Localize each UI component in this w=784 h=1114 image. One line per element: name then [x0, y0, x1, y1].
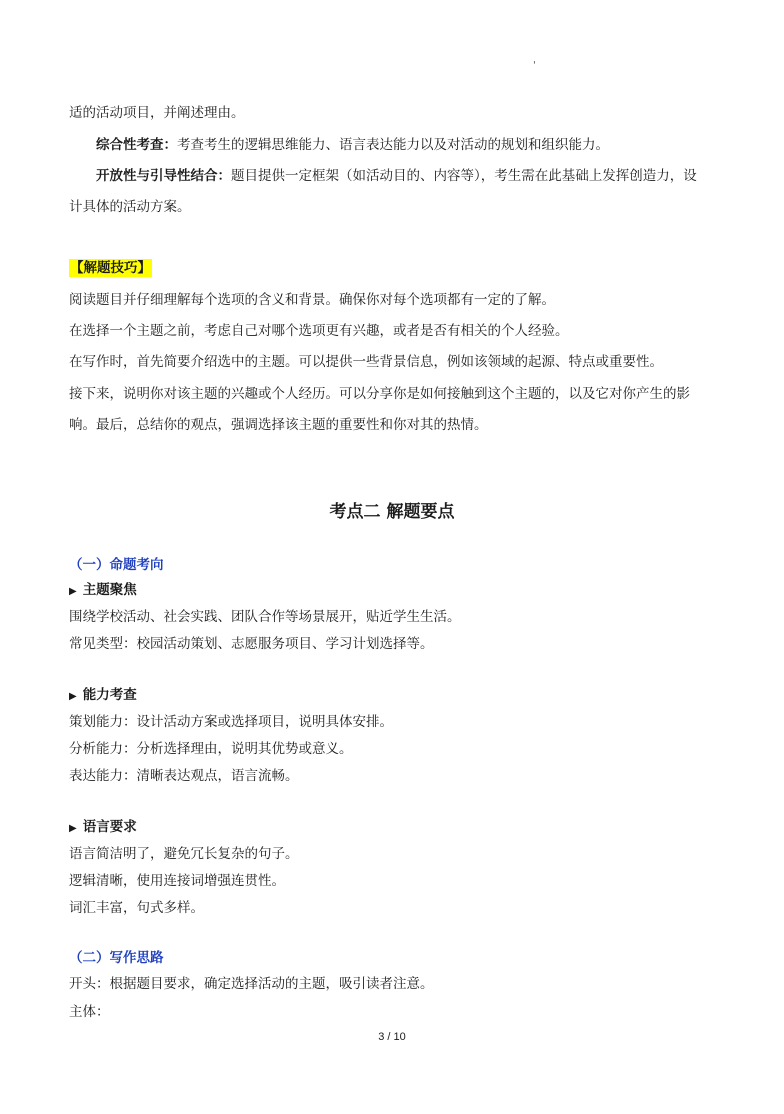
- ability-title: 能力考查: [82, 687, 137, 703]
- comprehensive-text: 考查考生的逻辑思维能力、语言表达能力以及对活动的规划和组织能力。: [177, 137, 609, 153]
- openness-label: 开放性与引导性结合：: [96, 168, 231, 184]
- triangle-bullet-icon: ▶: [69, 691, 77, 702]
- comprehensive-label: 综合性考查：: [96, 137, 177, 153]
- theme-line: 常见类型：校园活动策划、志愿服务项目、学习计划选择等。: [69, 636, 434, 652]
- comprehensive-paragraph: [96, 133, 609, 153]
- part2-title: （二）写作思路: [69, 950, 164, 966]
- language-heading: [69, 815, 137, 835]
- theme-line: 围绕学校活动、社会实践、团队合作等场景展开，贴近学生生活。: [69, 609, 461, 625]
- tips-label: 【解题技巧】: [70, 260, 151, 276]
- tips-label-wrap: [69, 256, 152, 276]
- tips-line: 在选择一个主题之前，考虑自己对哪个选项更有兴趣，或者是否有相关的个人经验。: [69, 323, 569, 339]
- ability-line: 分析能力：分析选择理由，说明其优势或意义。: [69, 741, 353, 757]
- page-number: 3 / 10: [378, 1031, 406, 1043]
- openness-text: 题目提供一定框架（如活动目的、内容等），考生需在此基础上发挥创造力，设: [231, 168, 697, 184]
- language-line: 逻辑清晰，使用连接词增强连贯性。: [69, 873, 285, 889]
- section-title: 考点二 解题要点: [329, 502, 455, 522]
- part1-title: （一）命题考向: [69, 557, 164, 573]
- part2-line: 开头：根据题目要求，确定选择活动的主题，吸引读者注意。: [69, 976, 434, 992]
- language-line: 词汇丰富，句式多样。: [69, 900, 204, 916]
- theme-title: 主题聚焦: [82, 582, 137, 598]
- openness-paragraph: [96, 164, 697, 184]
- tips-line: 阅读题目并仔细理解每个选项的含义和背景。确保你对每个选项都有一定的了解。: [69, 292, 555, 308]
- openness-continued: 计具体的活动方案。: [69, 199, 191, 215]
- tips-line: 在写作时，首先简要介绍选中的主题。可以提供一些背景信息，例如该领域的起源、特点或重要性。: [69, 354, 663, 370]
- tips-line: 接下来，说明你对该主题的兴趣或个人经历。可以分享你是如何接触到这个主题的，以及它对你产生的影: [69, 386, 690, 402]
- tips-line: 响。最后，总结你的观点，强调选择该主题的重要性和你对其的热情。: [69, 417, 488, 433]
- paragraph-line: 适的活动项目，并阐述理由。: [69, 105, 245, 121]
- ability-line: 策划能力：设计活动方案或选择项目，说明具体安排。: [69, 714, 393, 730]
- part2-line: 主体：: [69, 1004, 110, 1020]
- theme-heading: [69, 578, 137, 598]
- top-dot-mark: ': [533, 60, 536, 71]
- ability-line: 表达能力：清晰表达观点，语言流畅。: [69, 768, 299, 784]
- triangle-bullet-icon: ▶: [69, 823, 77, 834]
- ability-heading: [69, 683, 137, 703]
- language-line: 语言简洁明了，避免冗长复杂的句子。: [69, 846, 299, 862]
- triangle-bullet-icon: ▶: [69, 586, 77, 597]
- language-title: 语言要求: [82, 819, 137, 835]
